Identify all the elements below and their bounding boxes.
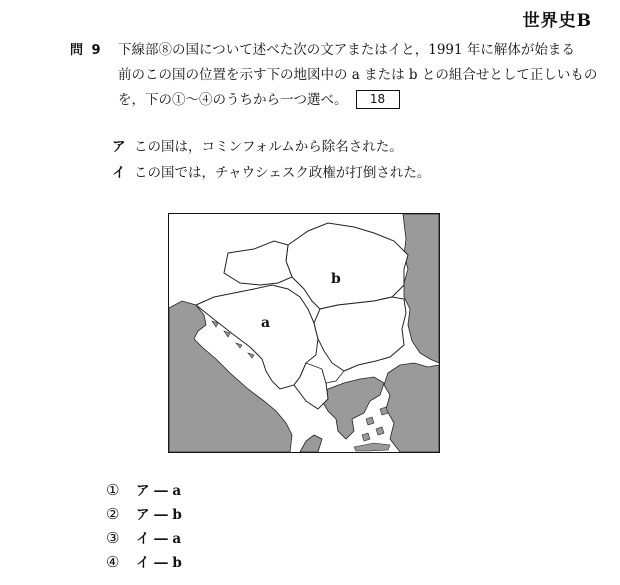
- subject-header: 世界史B: [522, 11, 592, 31]
- statement-text: この国は，コミンフォルムから除名された。: [134, 139, 403, 155]
- balkans-map: [168, 213, 440, 453]
- choice-number: ④: [106, 553, 120, 571]
- question-text: [118, 38, 598, 113]
- statement-text: この国では，チャウシェスク政権が打倒された。: [134, 165, 431, 181]
- choice-1[interactable]: [106, 478, 182, 502]
- choice-text: イ ― a: [136, 531, 182, 547]
- statement-a: [112, 134, 430, 160]
- choices: [106, 478, 182, 574]
- question-line-2: 前のこの国の位置を示す下の地図中の a または b との組合せとして正しいもの: [118, 67, 598, 83]
- statement-label: イ: [112, 165, 126, 181]
- choice-number: ①: [106, 481, 120, 499]
- choice-4[interactable]: [106, 550, 182, 574]
- choice-2[interactable]: [106, 502, 182, 526]
- question-line-1: 下線部⑧の国について述べた次の文アまたはイと，1991 年に解体が始まる: [118, 42, 575, 58]
- choice-text: ア ― a: [136, 483, 182, 499]
- question-line-3: [118, 88, 588, 113]
- map-label-a: a: [261, 315, 271, 331]
- statements: [112, 134, 430, 186]
- choice-3[interactable]: [106, 526, 182, 550]
- choice-text: ア ― b: [136, 507, 182, 523]
- statement-label: ア: [112, 139, 126, 155]
- question-line-3-text: を，下の①～④のうちから一つ選べ。: [118, 92, 348, 108]
- statement-i: [112, 160, 430, 186]
- map-label-b: b: [331, 271, 341, 287]
- choice-text: イ ― b: [136, 555, 182, 571]
- choice-number: ③: [106, 529, 120, 547]
- anatolia-landmass: [384, 363, 439, 452]
- answer-box[interactable]: 18: [356, 90, 400, 109]
- choice-number: ②: [106, 505, 120, 523]
- question-number: 問 9: [70, 43, 103, 58]
